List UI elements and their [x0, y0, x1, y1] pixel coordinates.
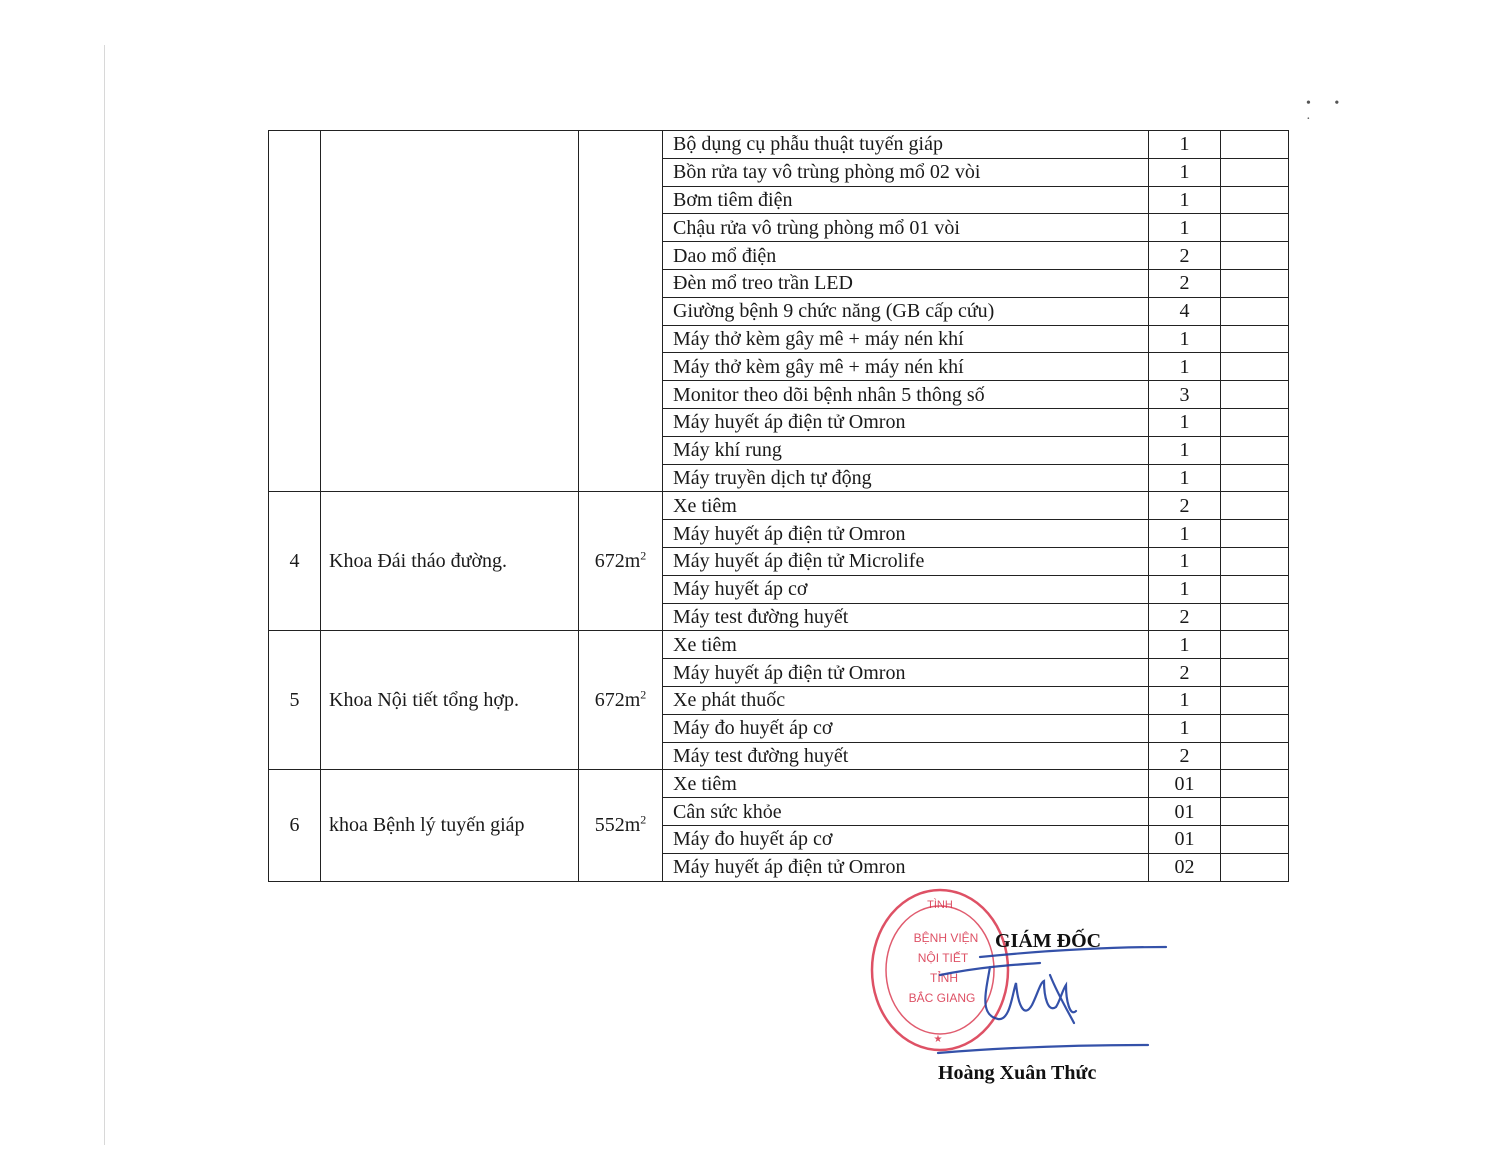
- equipment-name: Giường bệnh 9 chức năng (GB cấp cứu): [663, 297, 1149, 325]
- scan-artifact: • • ·: [1306, 96, 1350, 127]
- equipment-quantity: 01: [1149, 825, 1221, 853]
- equipment-quantity: 01: [1149, 770, 1221, 798]
- empty-note-cell: [1221, 131, 1289, 159]
- department-area: [579, 492, 663, 631]
- empty-note-cell: [1221, 408, 1289, 436]
- stamp-text: TỈNH: [930, 971, 958, 985]
- equipment-name: Monitor theo dõi bệnh nhân 5 thông số: [663, 381, 1149, 409]
- empty-note-cell: [1221, 770, 1289, 798]
- equipment-quantity: 4: [1149, 297, 1221, 325]
- row-number: 4: [269, 492, 321, 631]
- equipment-table-body: [269, 131, 1289, 882]
- equipment-quantity: 1: [1149, 575, 1221, 603]
- equipment-name: Máy huyết áp điện tử Microlife: [663, 547, 1149, 575]
- empty-note-cell: [1221, 603, 1289, 631]
- equipment-quantity: 2: [1149, 492, 1221, 520]
- empty-note-cell: [1221, 575, 1289, 603]
- empty-note-cell: [1221, 798, 1289, 826]
- empty-note-cell: [1221, 353, 1289, 381]
- equipment-quantity: 1: [1149, 353, 1221, 381]
- equipment-quantity: 2: [1149, 742, 1221, 770]
- equipment-quantity: 3: [1149, 381, 1221, 409]
- equipment-table: [268, 130, 1289, 882]
- equipment-quantity: 2: [1149, 603, 1221, 631]
- equipment-quantity: 1: [1149, 408, 1221, 436]
- equipment-name: Máy đo huyết áp cơ: [663, 825, 1149, 853]
- scan-edge-line: [104, 45, 105, 1145]
- equipment-name: Bơm tiêm điện: [663, 186, 1149, 214]
- equipment-quantity: 1: [1149, 214, 1221, 242]
- equipment-name: Cân sức khỏe: [663, 798, 1149, 826]
- department-name: [321, 131, 579, 492]
- table-row: [269, 492, 1289, 520]
- department-area: [579, 770, 663, 881]
- empty-note-cell: [1221, 547, 1289, 575]
- stamp-text: BỆNH VIỆN: [913, 931, 979, 945]
- table-row: [269, 131, 1289, 159]
- area-value: 672m: [594, 689, 641, 712]
- equipment-name: Máy thở kèm gây mê + máy nén khí: [663, 353, 1149, 381]
- handwritten-signature: [917, 935, 1180, 1070]
- empty-note-cell: [1221, 686, 1289, 714]
- equipment-name: Xe phát thuốc: [663, 686, 1149, 714]
- empty-note-cell: [1221, 381, 1289, 409]
- equipment-name: Dao mổ điện: [663, 242, 1149, 270]
- area-value: 552m: [594, 814, 641, 837]
- stamp-text: TÌNH: [927, 899, 953, 911]
- stamp-text: NỘI TIẾT: [917, 951, 969, 965]
- equipment-name: Máy khí rung: [663, 436, 1149, 464]
- equipment-quantity: 1: [1149, 131, 1221, 159]
- equipment-name: Xe tiêm: [663, 492, 1149, 520]
- equipment-quantity: 1: [1149, 714, 1221, 742]
- empty-note-cell: [1221, 214, 1289, 242]
- equipment-quantity: 1: [1149, 547, 1221, 575]
- equipment-quantity: 02: [1149, 853, 1221, 881]
- equipment-name: Máy test đường huyết: [663, 742, 1149, 770]
- stamp-text: BẮC GIANG: [908, 991, 976, 1005]
- empty-note-cell: [1221, 158, 1289, 186]
- empty-note-cell: [1221, 436, 1289, 464]
- equipment-quantity: 1: [1149, 631, 1221, 659]
- row-number: 6: [269, 770, 321, 881]
- department-name: khoa Bệnh lý tuyến giáp: [321, 770, 579, 881]
- empty-note-cell: [1221, 825, 1289, 853]
- empty-note-cell: [1221, 714, 1289, 742]
- empty-note-cell: [1221, 520, 1289, 548]
- empty-note-cell: [1221, 492, 1289, 520]
- equipment-name: Bộ dụng cụ phẫu thuật tuyến giáp: [663, 131, 1149, 159]
- equipment-name: Chậu rửa vô trùng phòng mổ 01 vòi: [663, 214, 1149, 242]
- department-area: [579, 131, 663, 492]
- equipment-quantity: 1: [1149, 325, 1221, 353]
- equipment-quantity: 1: [1149, 158, 1221, 186]
- equipment-name: Máy đo huyết áp cơ: [663, 714, 1149, 742]
- equipment-name: Máy thở kèm gây mê + máy nén khí: [663, 325, 1149, 353]
- equipment-quantity: 1: [1149, 520, 1221, 548]
- table-row: [269, 770, 1289, 798]
- equipment-name: Máy test đường huyết: [663, 603, 1149, 631]
- empty-note-cell: [1221, 464, 1289, 492]
- area-unit-exponent: 2: [640, 812, 647, 827]
- equipment-name: Máy huyết áp điện tử Omron: [663, 659, 1149, 687]
- signature-scribble-icon: [917, 935, 1180, 1065]
- department-name: Khoa Đái tháo đường.: [321, 492, 579, 631]
- empty-note-cell: [1221, 325, 1289, 353]
- empty-note-cell: [1221, 269, 1289, 297]
- equipment-name: Máy huyết áp điện tử Omron: [663, 520, 1149, 548]
- director-title: GIÁM ĐỐC: [995, 930, 1102, 952]
- empty-note-cell: [1221, 297, 1289, 325]
- equipment-quantity: 2: [1149, 269, 1221, 297]
- equipment-name: Đèn mổ treo trần LED: [663, 269, 1149, 297]
- empty-note-cell: [1221, 242, 1289, 270]
- equipment-quantity: 2: [1149, 659, 1221, 687]
- department-name: Khoa Nội tiết tổng hợp.: [321, 631, 579, 770]
- empty-note-cell: [1221, 853, 1289, 881]
- equipment-quantity: 1: [1149, 186, 1221, 214]
- svg-text:★: ★: [933, 1034, 943, 1045]
- equipment-name: Máy huyết áp điện tử Omron: [663, 853, 1149, 881]
- area-unit-exponent: 2: [640, 687, 647, 702]
- department-area: [579, 631, 663, 770]
- equipment-quantity: 01: [1149, 798, 1221, 826]
- empty-note-cell: [1221, 659, 1289, 687]
- equipment-name: Máy huyết áp điện tử Omron: [663, 408, 1149, 436]
- equipment-name: Máy truyền dịch tự động: [663, 464, 1149, 492]
- director-name: Hoàng Xuân Thức: [938, 1062, 1097, 1084]
- empty-note-cell: [1221, 742, 1289, 770]
- equipment-name: Máy huyết áp cơ: [663, 575, 1149, 603]
- equipment-name: Bồn rửa tay vô trùng phòng mổ 02 vòi: [663, 158, 1149, 186]
- equipment-name: Xe tiêm: [663, 770, 1149, 798]
- empty-note-cell: [1221, 186, 1289, 214]
- equipment-name: Xe tiêm: [663, 631, 1149, 659]
- equipment-quantity: 1: [1149, 436, 1221, 464]
- equipment-quantity: 1: [1149, 464, 1221, 492]
- table-row: [269, 631, 1289, 659]
- row-number: [269, 131, 321, 492]
- equipment-quantity: 2: [1149, 242, 1221, 270]
- equipment-quantity: 1: [1149, 686, 1221, 714]
- empty-note-cell: [1221, 631, 1289, 659]
- area-value: 672m: [594, 550, 641, 573]
- row-number: 5: [269, 631, 321, 770]
- area-unit-exponent: 2: [640, 548, 647, 563]
